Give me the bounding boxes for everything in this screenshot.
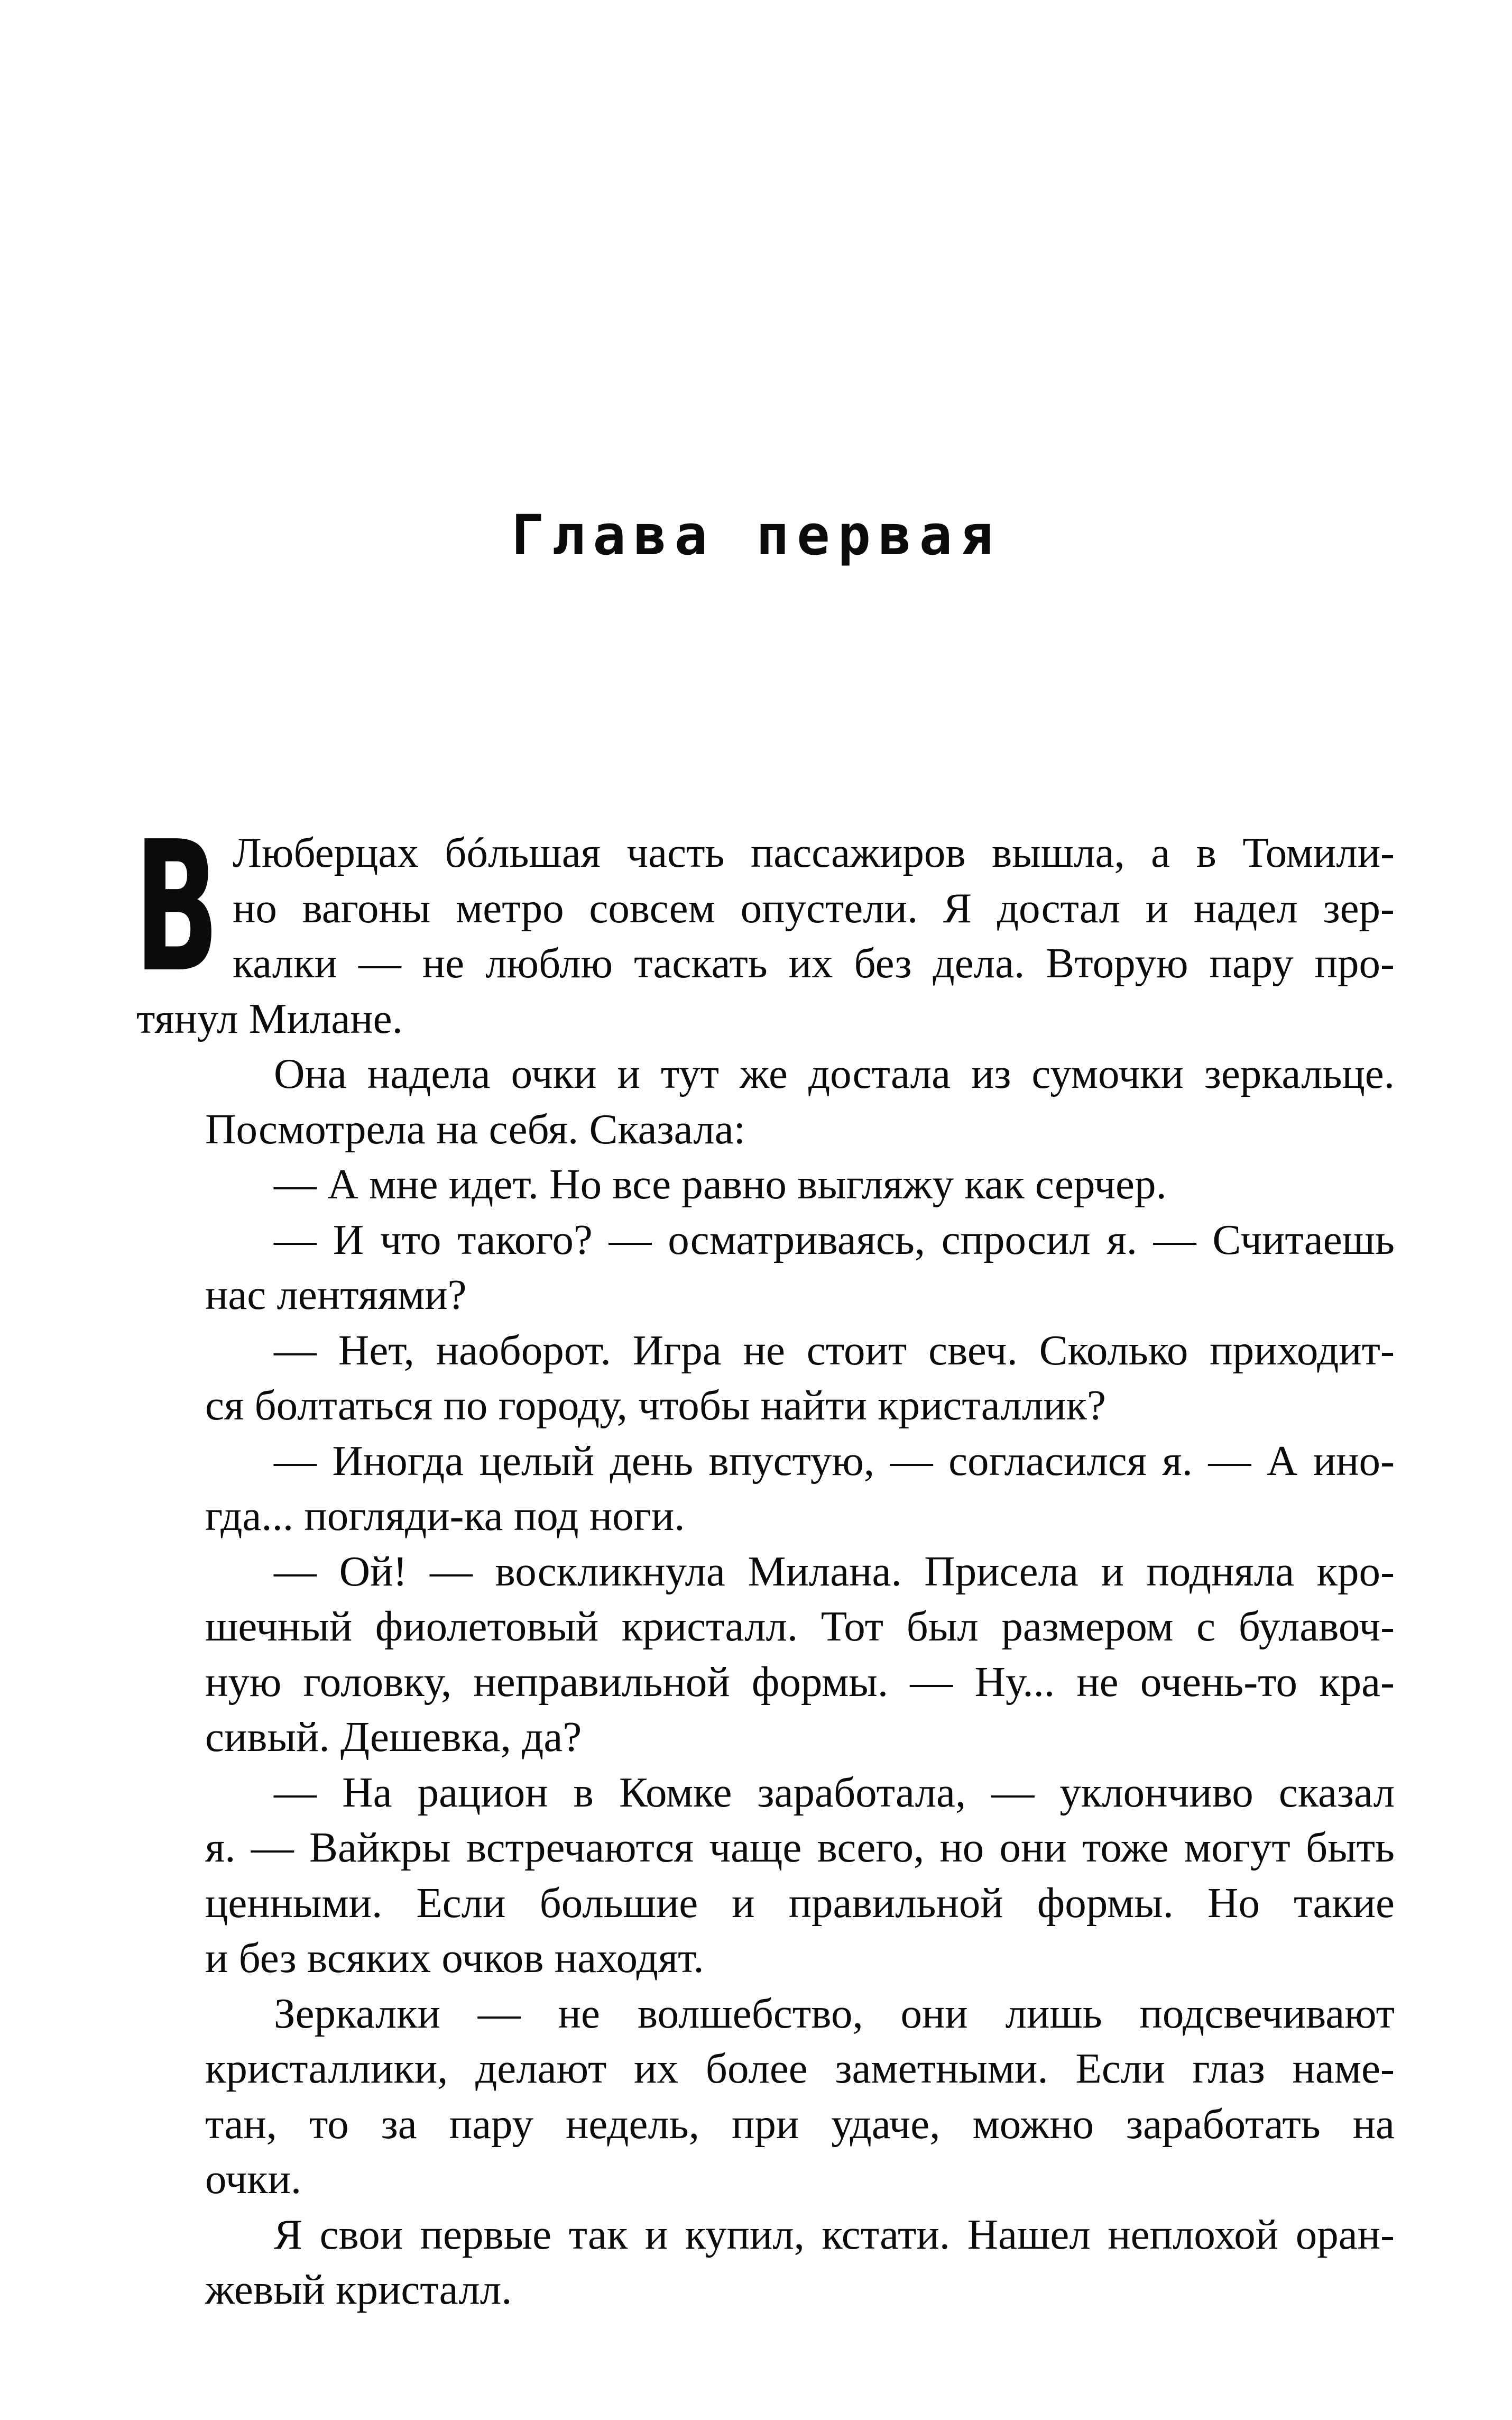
paragraph (136, 1212, 1395, 1323)
text-line: ся болтаться по городу, чтобы найти кристаллик? (205, 1381, 1106, 1429)
text-line: Люберцах бóльшая часть пассажиров вышла, а в Томили- (233, 829, 1395, 876)
paragraph (136, 2207, 1395, 2317)
paragraph (136, 1046, 1395, 1157)
text-line: ную головку, неправильной формы. — Ну... не очень-то кра- (205, 1657, 1395, 1706)
text-line: ценными. Если большие и правильной формы. Но такие (205, 1878, 1395, 1927)
text-line: — И что такого? — осматриваясь, спросил я. — Считаешь (274, 1215, 1395, 1263)
text-line: — На рацион в Комке заработала, — уклончиво сказал (274, 1768, 1395, 1816)
paragraph (136, 1765, 1395, 1986)
text-line: гда... погляди-ка под ноги. (205, 1492, 685, 1539)
chapter-text (134, 803, 1395, 2317)
text-line: тан, то за пару недель, при удаче, можно заработать на (205, 2100, 1395, 2148)
text-line: — Нет, наоборот. Игра не стоит свеч. Сколько приходит- (274, 1326, 1395, 1374)
paragraph (136, 1986, 1395, 2207)
text-line: — Ой! — воскликнула Милана. Присела и подняла кро- (274, 1547, 1395, 1595)
text-line: и без всяких очков находят. (205, 1934, 704, 1982)
text-line: — Иногда целый день впустую, — согласился я. — А ино- (274, 1436, 1395, 1484)
text-line: Посмотрела на себя. Сказала: (205, 1105, 746, 1153)
paragraph-list (134, 803, 1395, 2317)
text-line: — А мне идет. Но все равно выгляжу как серчер. (274, 1160, 1167, 1208)
text-line: очки. (205, 2155, 302, 2203)
text-line: нас лентяями? (205, 1271, 467, 1318)
text-line: кристаллики, делают их более заметными. Если глаз наме- (205, 2045, 1395, 2092)
drop-cap: В (134, 803, 219, 1012)
text-line: сивый. Дешевка, да? (205, 1713, 582, 1761)
text-line: калки — не люблю таскать их без дела. Вторую пару про- (233, 939, 1395, 987)
paragraph (134, 803, 1395, 1046)
text-line: я. — Вайкры встречаются чаще всего, но они тоже могут быть (205, 1823, 1395, 1871)
paragraph (136, 1433, 1395, 1544)
text-line: тянул Милане. (136, 994, 403, 1042)
text-line: шечный фиолетовый кристалл. Тот был размером с булавоч- (205, 1602, 1395, 1650)
text-line: жевый кристалл. (205, 2266, 512, 2313)
paragraph (136, 1157, 1395, 1212)
paragraph (136, 1544, 1395, 1765)
chapter-title: Глава первая (511, 503, 1001, 567)
text-line: Зеркалки — не волшебство, они лишь подсвечивают (274, 1989, 1395, 2037)
text-line: Я свои первые так и купил, кстати. Нашел неплохой оран- (274, 2210, 1395, 2258)
text-line: Она надела очки и тут же достала из сумочки зеркальце. (274, 1050, 1395, 1097)
text-line: но вагоны метро совсем опустели. Я достал и надел зер- (233, 884, 1395, 932)
paragraph (136, 1323, 1395, 1433)
